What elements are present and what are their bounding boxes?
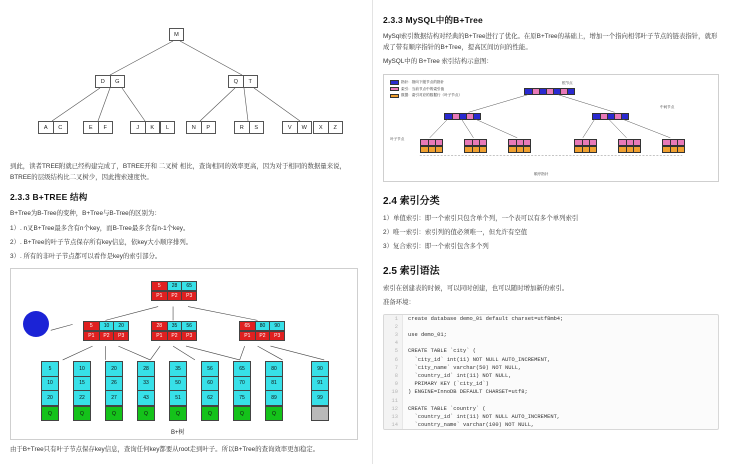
bplus-root-pointers: P1 P2 P3 bbox=[151, 291, 197, 301]
legend-swatch-pointer-icon bbox=[390, 80, 399, 85]
code-line bbox=[384, 413, 718, 421]
bplus-leaf-keys: 90 91 99 bbox=[311, 361, 329, 406]
bplus-leaf-keys: 5 10 20 bbox=[41, 361, 59, 406]
btree-key: N bbox=[191, 124, 196, 131]
btree-leaf-node bbox=[282, 121, 312, 134]
code-text: `country_id` int(11) NOT NULL, bbox=[408, 373, 512, 380]
code-line bbox=[384, 339, 718, 347]
heading-mysql-bplus: 2.3.3 MySQL中的B+Tree bbox=[383, 15, 483, 25]
btree-connector-lines bbox=[10, 8, 362, 158]
bplus-internal-keys: 65 80 90 bbox=[239, 321, 285, 331]
figure-label-root: 根节点 bbox=[562, 80, 573, 85]
btree-root-node: M bbox=[169, 28, 184, 41]
code-line bbox=[384, 405, 718, 413]
bplus-leaf-values: Q bbox=[169, 406, 187, 421]
bplus-internal-keys: 28 35 56 bbox=[151, 321, 197, 331]
bullet-2: 2）. B+Tree的叶子节点保存所有key信息，依key大小顺序排列。 bbox=[10, 238, 193, 246]
btree-diagram bbox=[10, 8, 362, 158]
btree-key: T bbox=[243, 76, 258, 87]
mysql-leaf-data bbox=[662, 146, 685, 153]
btree-key: W bbox=[297, 122, 312, 133]
mysql-internal-node bbox=[592, 113, 629, 120]
bplus-leaf-keys: 10 15 22 bbox=[73, 361, 91, 406]
figure-legend bbox=[390, 80, 462, 101]
bplus-leaf-values: Q bbox=[41, 406, 59, 421]
btree-key: V bbox=[287, 124, 292, 131]
btree-leaf-node bbox=[83, 121, 113, 134]
legend-label: 数据：索引对应的数据行（叶子节点） bbox=[401, 93, 463, 98]
mysql-leaf-node bbox=[464, 139, 487, 146]
figure-label-leaf: 叶子节点 bbox=[390, 136, 405, 141]
code-line bbox=[384, 356, 718, 364]
code-text: use demo_01; bbox=[408, 332, 447, 339]
mysql-leaf-node bbox=[618, 139, 641, 146]
sql-code-block[interactable] bbox=[383, 314, 719, 431]
bplus-leaf-values: Q bbox=[137, 406, 155, 421]
code-text: PRIMARY KEY (`city_id`) bbox=[408, 381, 489, 388]
legend-swatch-data-icon bbox=[390, 94, 399, 99]
mysql-leaf-node bbox=[574, 139, 597, 146]
classify-item-0: 1）单值索引：即一个索引只包含单个列，一个表可以有多个单列索引 bbox=[383, 214, 579, 222]
btree-leaf-node bbox=[186, 121, 216, 134]
mysql-leaf-data bbox=[508, 146, 531, 153]
mysql-leaf-node bbox=[420, 139, 443, 146]
legend-label: 索引：当前节点中的索引值 bbox=[401, 86, 445, 91]
btree-key: C bbox=[53, 122, 68, 133]
line-number: 11 bbox=[384, 397, 403, 405]
line-number: 9 bbox=[384, 380, 403, 388]
bplus-leaf-keys: 35 50 51 bbox=[169, 361, 187, 406]
paragraph-mysql-2: MySQL中的 B+Tree 索引结构示意图： bbox=[383, 58, 493, 66]
mysql-leaf-data bbox=[618, 146, 641, 153]
btree-key: J bbox=[136, 124, 140, 131]
paragraph-btree-summary: 到此，读者TREE附就已经构建完成了，BTREE开和 二叉树 相比，查询相同的效率更高，因为对于相同的数据量来说，BTREE的层级结构比二叉树少，因此搜索速度快。 bbox=[10, 163, 346, 182]
bullet-3: 3）. 所有的非叶子节点都可以看作是key的索引部分。 bbox=[10, 253, 162, 261]
line-number: 12 bbox=[384, 405, 403, 413]
btree-internal-node bbox=[228, 75, 258, 88]
code-line bbox=[384, 372, 718, 380]
heading-bplus-structure: 2.3.3 B+TREE 结构 bbox=[10, 192, 88, 203]
bullet-0: B+Tree为B-Tree的变种，B+Tree与B-Tree的区别为： bbox=[10, 210, 161, 218]
btree-key: G bbox=[110, 76, 125, 87]
bullet-1: 1）. n叉B+Tree最多含有n个key，而B-Tree最多含有n-1个key。 bbox=[10, 224, 190, 232]
bplus-internal-keys: 5 10 20 bbox=[83, 321, 129, 331]
bplus-leaf-keys: 20 26 27 bbox=[105, 361, 123, 406]
bplus-leaf-values: Q bbox=[233, 406, 251, 421]
bplus-internal-pointers: P1 P2 P3 bbox=[151, 331, 197, 341]
code-text bbox=[403, 323, 408, 331]
code-text: `country_name` varchar(100) NOT NULL, bbox=[408, 422, 535, 429]
line-number: 5 bbox=[384, 347, 403, 355]
btree-key: E bbox=[88, 124, 93, 131]
bplus-leaf-values bbox=[311, 406, 329, 421]
btree-leaf-node bbox=[313, 121, 343, 134]
classify-item-2: 3）复合索引：即一个索引包含多个列 bbox=[383, 243, 489, 251]
code-text: `country_id` int(11) NOT NULL AUTO_INCREMENT, bbox=[408, 414, 561, 421]
btree-key: Z bbox=[328, 122, 343, 133]
paragraph-bplus-summary: 由于B+Tree只有叶子节点保存key信息，查询任何key都要从root走到叶子。所以B+Tree的查询效率更加稳定。 bbox=[10, 446, 320, 454]
line-number: 4 bbox=[384, 339, 403, 347]
bplus-leaf-values: Q bbox=[105, 406, 123, 421]
code-line bbox=[384, 331, 718, 339]
legend-item bbox=[390, 87, 462, 92]
figure-label-sequence-pointer: 顺序指针 bbox=[534, 171, 549, 176]
line-number: 6 bbox=[384, 356, 403, 364]
label-prepare-env: 准备环境： bbox=[383, 299, 415, 307]
btree-key: Q bbox=[233, 78, 238, 85]
code-line bbox=[384, 315, 718, 323]
mysql-root-node bbox=[524, 88, 575, 95]
bplus-tree-diagram bbox=[10, 268, 358, 440]
code-line bbox=[384, 397, 718, 405]
line-number: 14 bbox=[384, 421, 403, 429]
figure-label-middle: 中间节点 bbox=[660, 104, 675, 109]
btree-key: S bbox=[249, 122, 264, 133]
btree-leaf-node bbox=[234, 121, 264, 134]
line-number: 2 bbox=[384, 323, 403, 331]
mysql-internal-node bbox=[444, 113, 481, 120]
code-text: CREATE TABLE `city` ( bbox=[408, 348, 476, 355]
mysql-leaf-data bbox=[464, 146, 487, 153]
btree-internal-node bbox=[95, 75, 125, 88]
mysql-leaf-node bbox=[508, 139, 531, 146]
mysql-leaf-data bbox=[420, 146, 443, 153]
btree-leaf-node: L bbox=[160, 121, 175, 134]
line-number: 13 bbox=[384, 413, 403, 421]
mysql-leaf-data bbox=[574, 146, 597, 153]
bplus-leaf-keys: 80 81 89 bbox=[265, 361, 283, 406]
bplus-leaf-keys: 65 70 75 bbox=[233, 361, 251, 406]
btree-key: X bbox=[318, 124, 323, 131]
bplus-internal-pointers: P1 P2 P3 bbox=[239, 331, 285, 341]
classify-item-1: 2）唯一索引：索引列的值必须唯一，但允许有空值 bbox=[383, 228, 528, 236]
bplus-entry-pointer bbox=[23, 311, 49, 337]
btree-key: K bbox=[145, 122, 160, 133]
btree-key: F bbox=[98, 122, 113, 133]
line-number: 7 bbox=[384, 364, 403, 372]
btree-key: P bbox=[201, 122, 216, 133]
right-column bbox=[372, 0, 732, 464]
legend-label: 指针：指向下级节点的指针 bbox=[401, 79, 445, 84]
line-number: 1 bbox=[384, 315, 403, 323]
bplus-root-keys: 5 28 65 bbox=[151, 281, 197, 291]
paragraph-syntax-desc: 索引在创建表的时候，可以同时创建，也可以随时增加新的索引。 bbox=[383, 285, 569, 293]
code-text: `city_id` int(11) NOT NULL AUTO_INCREMENT, bbox=[408, 356, 551, 363]
code-text: create database demo_01 default charset=utf8mb4; bbox=[408, 315, 564, 322]
bplus-caption: B+树 bbox=[171, 430, 185, 437]
legend-item bbox=[390, 93, 462, 98]
line-number: 3 bbox=[384, 331, 403, 339]
heading-index-syntax: 2.5 索引语法 bbox=[383, 266, 440, 278]
code-line bbox=[384, 323, 718, 331]
code-text bbox=[403, 339, 408, 347]
btree-leaf-node bbox=[130, 121, 160, 134]
code-text bbox=[403, 397, 408, 405]
line-number: 8 bbox=[384, 372, 403, 380]
btree-key: R bbox=[239, 124, 244, 131]
bplus-internal-pointers: P1 P2 P3 bbox=[83, 331, 129, 341]
line-number: 10 bbox=[384, 388, 403, 396]
mysql-leaf-node bbox=[662, 139, 685, 146]
bplus-leaf-keys: 28 33 43 bbox=[137, 361, 155, 406]
code-line bbox=[384, 364, 718, 372]
code-text: CREATE TABLE `country` ( bbox=[408, 405, 486, 412]
code-line bbox=[384, 347, 718, 355]
code-line bbox=[384, 380, 718, 388]
legend-item bbox=[390, 80, 462, 85]
btree-key: D bbox=[100, 78, 105, 85]
bplus-leaf-values: Q bbox=[265, 406, 283, 421]
legend-swatch-index-icon bbox=[390, 87, 399, 92]
paragraph-mysql-1: MySql索引数据结构对经典的B+Tree进行了优化。在原B+Tree的基础上，增加一个指向相邻叶子节点的链表指针，就形成了带有顺序指针的B+Tree，提高区间访问的性能。 bbox=[383, 33, 718, 52]
bplus-leaf-values: Q bbox=[201, 406, 219, 421]
code-line bbox=[384, 388, 718, 396]
btree-key: A bbox=[43, 124, 48, 131]
heading-index-classification: 2.4 索引分类 bbox=[383, 195, 440, 207]
mysql-bplus-figure bbox=[383, 74, 719, 182]
code-line bbox=[384, 421, 718, 429]
code-text: ) ENGINE=InnoDB DEFAULT CHARSET=utf8; bbox=[408, 389, 528, 396]
code-text: `city_name` varchar(50) NOT NULL, bbox=[408, 364, 522, 371]
btree-leaf-node bbox=[38, 121, 68, 134]
bplus-leaf-keys: 56 60 62 bbox=[201, 361, 219, 406]
bplus-leaf-values: Q bbox=[73, 406, 91, 421]
